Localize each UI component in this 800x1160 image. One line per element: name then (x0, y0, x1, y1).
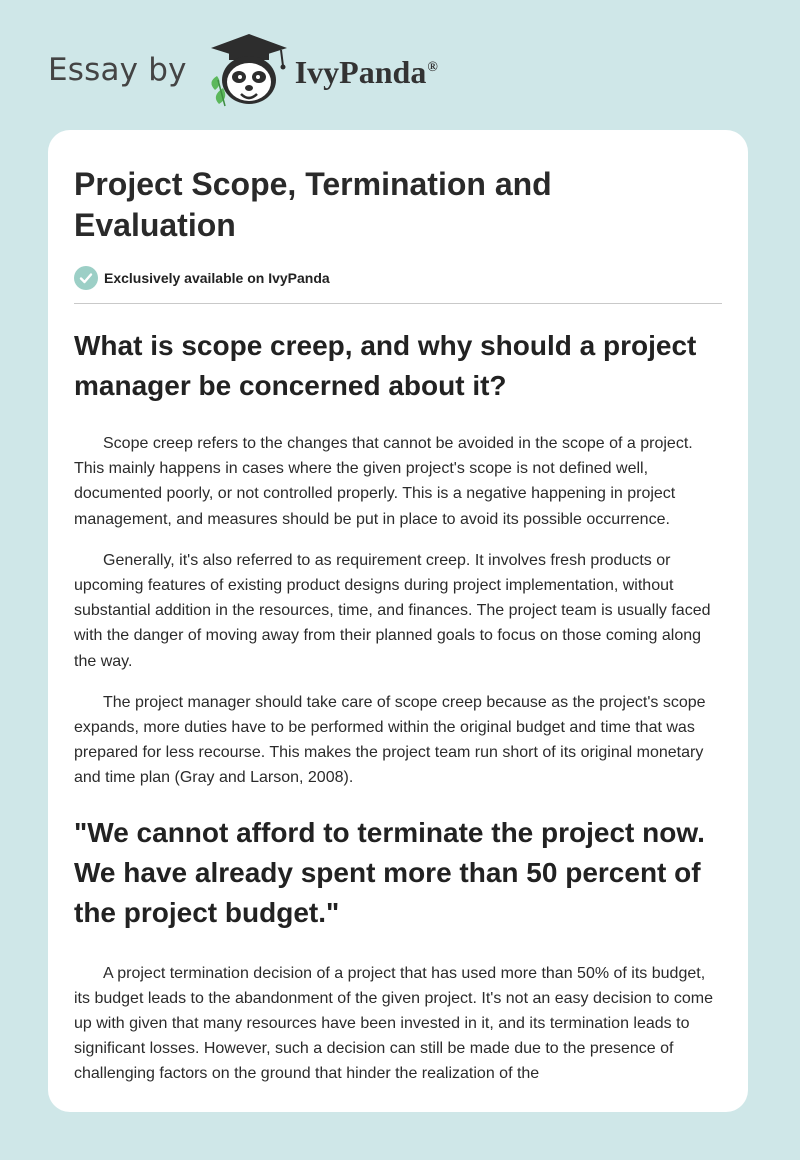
ivypanda-logo[interactable] (203, 30, 438, 110)
section-scope-creep (74, 326, 722, 791)
section-termination (74, 813, 722, 1087)
essay-card (48, 130, 748, 1112)
paragraph: Generally, it's also referred to as requirement creep. It involves fresh products or upcoming features of existing product designs during project implementation, without substantial addition in the resources, time, and finances. The project team is usually faced with the danger of moving away from their planned goals to focus on those coming along the way. (74, 551, 711, 670)
section-heading: "We cannot afford to terminate the project now. We have already spent more than 50 percent of the project budget." (74, 816, 705, 928)
section-heading: What is scope creep, and why should a project manager be concerned about it? (74, 330, 697, 401)
panda-logo-icon (203, 30, 289, 110)
brand-name: IvyPanda® (294, 53, 438, 90)
essay-by-label: Essay by (48, 52, 187, 88)
check-icon (74, 266, 98, 290)
divider (74, 303, 722, 304)
site-header (48, 30, 438, 110)
paragraph: Scope creep refers to the changes that cannot be avoided in the scope of a project. This mainly happens in cases where the given project's scope is not defined well, documented poorly, or not controlled properly. This is a negative happening in project management, and measures should be put in place to avoid its possible occurrence. (74, 435, 693, 528)
exclusive-label: Exclusively available on IvyPanda (104, 270, 330, 286)
page-title: Project Scope, Termination and Evaluation (74, 166, 552, 243)
paragraph: A project termination decision of a project that has used more than 50% of its budget, its budget leads to the abandonment of the given project. It's not an easy decision to come up with given that many resources have been invested in it, and its termination leads to significant losses. However, such a decision can still be made due to the presence of challenging factors on the ground that hinder the realization of the (74, 964, 714, 1083)
paragraph: The project manager should take care of scope creep because as the project's scope expands, more duties have to be performed within the original budget and time that was prepared for less recourse. This makes the project team run short of its original monetary and time plan (Gray and Larson, 2008). (74, 693, 706, 787)
exclusive-badge (74, 266, 722, 290)
